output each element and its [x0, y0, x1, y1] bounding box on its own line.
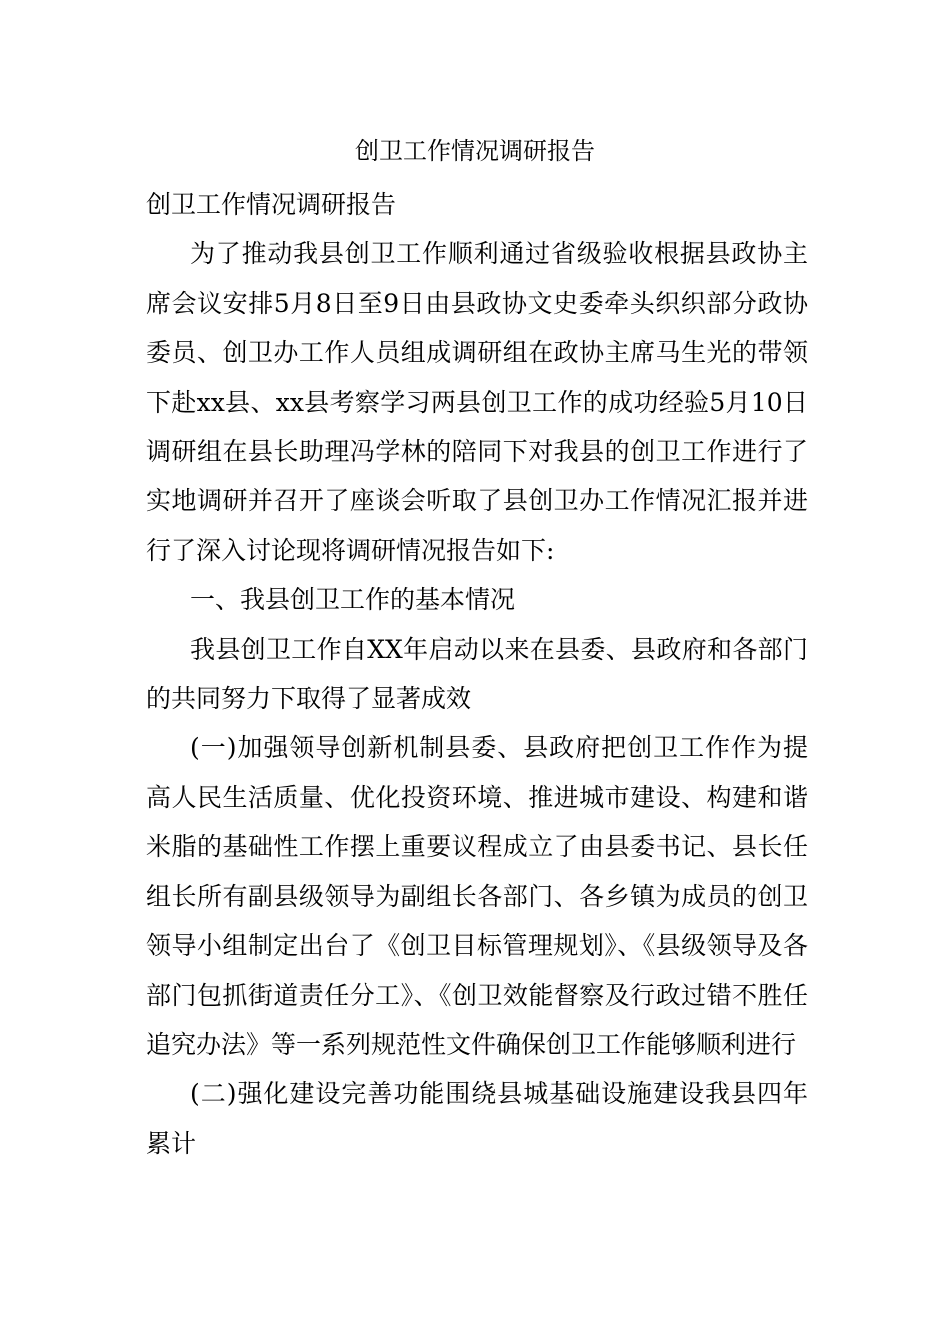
paragraph-intro: 为了推动我县创卫工作顺利通过省级验收根据县政协主席会议安排5月8日至9日由县政协文史委牵头织织部分政协委员、创卫办工作人员组成调研组在政协主席马生光的带领下赴xx县、xx县考察学习两县创卫工作的成功经验5月10日调研组在县长助理冯学林的陪同下对我县的创卫工作进行了实地调研并召开了座谈会听取了县创卫办工作情况汇报并进行了深入讨论现将调研情况报告如下:	[146, 239, 808, 565]
section-heading: 一、我县创卫工作的基本情况	[190, 585, 516, 615]
paragraph: (一)加强领导创新机制县委、县政府把创卫工作作为提高人民生活质量、优化投资环境、推进城市建设、构建和谐米脂的基础性工作摆上重要议程成立了由县委书记、县长任组长所有副县级领导为副组长各部门、各乡镇为成员的创卫领导小组制定出台了《创卫目标管理规划》、《县级领导及各部门包抓街道责任分工》、《创卫效能督察及行政过错不胜任追究办法》等一系列规范性文件确保创卫工作能够顺利进行	[146, 733, 808, 1059]
paragraph: 我县创卫工作自XX年启动以来在县委、县政府和各部门的共同努力下取得了显著成效	[146, 634, 808, 714]
document-body	[146, 180, 808, 1168]
document-title: 创卫工作情况调研报告	[355, 137, 595, 165]
paragraph: (二)强化建设完善功能围绕县城基础设施建设我县四年累计	[146, 1079, 808, 1158]
paragraph-subtitle: 创卫工作情况调研报告	[146, 190, 397, 219]
